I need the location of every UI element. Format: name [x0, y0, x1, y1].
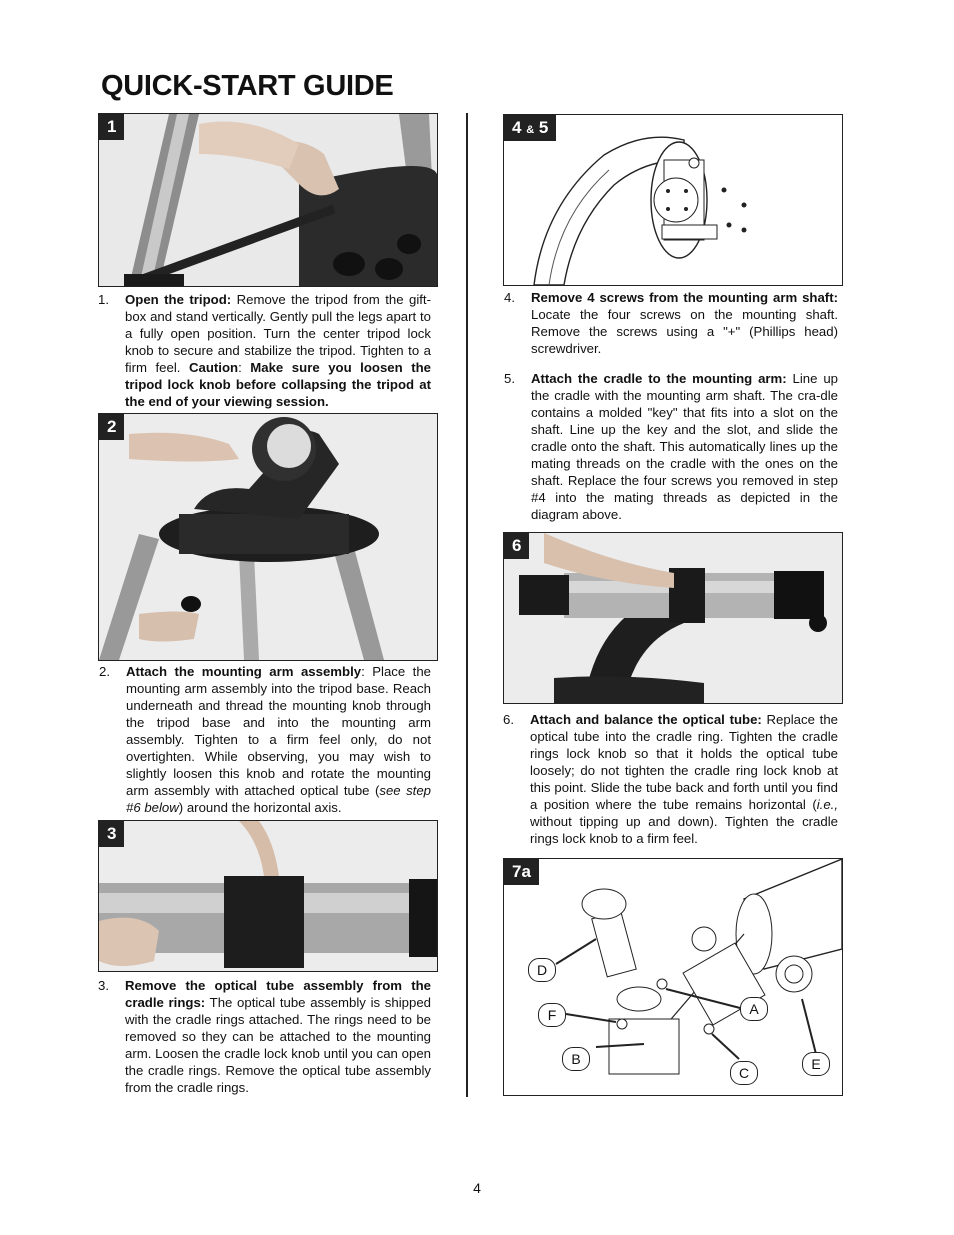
panel-badge-2: 2	[99, 414, 124, 440]
step-3-body: The optical tube assembly is shipped with the cradle rings attached. The rings need to be removed so they can be attached to the mounting arm. Loosen the cradle lock knob until you can open the cradle rings. Remove the optical tube assembly from the cradle rings.	[125, 995, 431, 1095]
mounting-arm-photo	[99, 414, 437, 660]
step-number: 6.	[503, 712, 514, 727]
step-6-text	[503, 711, 838, 847]
balance-tube-photo	[504, 533, 842, 703]
step-6-body-end: without tipping up and down). Tighten the cradle rings lock knob to a firm feel.	[530, 814, 838, 846]
panel-badge-4-5	[504, 115, 556, 141]
photo-panel-1	[98, 113, 438, 287]
callout-d: D	[528, 958, 556, 982]
photo-panel-6	[503, 532, 843, 704]
step-2-text	[99, 663, 432, 816]
step-1-body: Remove the tripod from the gift-box and stand vertically. Gently pull the legs apart to a fully open position. Turn the center tripod lock knob to secure and stabilize the tripod. Tighten to a firm feel.	[125, 292, 431, 375]
column-divider	[466, 113, 468, 1097]
step-6-body: Replace the optical tube into the cradle ring. Tighten the cradle rings lock knob so that it holds the optical tube loosely; do not tighten the cradle ring lock knob at this point. Slide the tube back and forth until you find a position where the tube remains horizontal (	[530, 712, 838, 812]
step-3-heading: Remove the optical tube assembly from the cradle rings:	[125, 978, 431, 1010]
photo-panel-3	[98, 820, 438, 972]
step-2-see-note: see step #6 below	[126, 783, 431, 815]
page-title: QUICK-START GUIDE	[101, 70, 394, 102]
step-number: 4.	[504, 290, 515, 305]
step-3-text	[98, 977, 431, 1096]
step-number: 1.	[98, 292, 109, 307]
step-number: 3.	[98, 978, 109, 993]
step-2-body: : Place the mounting arm assembly into the tripod base. Reach underneath and thread the mounting knob through the tripod base and into the mounting arm assembly. Tighten to a firm feel only, do not overtighten. While observing, you may wish to slightly loosen this knob and rotate the mounting arm assembly with attached optical tube (	[126, 664, 432, 798]
step-number: 2.	[99, 664, 110, 679]
step-1-colon: :	[238, 360, 251, 375]
step-4-body: Locate the four screws on the mounting shaft. Remove the screws using a "+" (Phillips head) screwdriver.	[531, 307, 838, 356]
step-1-caution-label: Caution	[188, 360, 239, 375]
step-2-body-end: ) around the horizontal axis.	[178, 800, 342, 815]
step-4-text	[504, 289, 838, 357]
callout-c: C	[730, 1061, 758, 1085]
callout-b: B	[562, 1047, 590, 1071]
photo-panel-2	[98, 413, 438, 661]
callout-f: F	[538, 1003, 566, 1027]
panel-badge-6: 6	[504, 533, 529, 559]
step-5-text	[504, 370, 838, 523]
step-5-heading: Attach the cradle to the mounting arm:	[531, 371, 787, 386]
callout-e: E	[802, 1052, 830, 1076]
page-number: 4	[473, 1180, 481, 1196]
step-1-text	[98, 291, 431, 410]
tripod-photo	[99, 114, 437, 286]
diagram-panel-4-5	[503, 114, 843, 286]
diagram-panel-7a	[503, 858, 843, 1096]
step-4-heading: Remove 4 screws from the mounting arm shaft:	[531, 290, 838, 305]
callout-a: A	[740, 997, 768, 1021]
panel-badge-7a: 7a	[504, 859, 539, 885]
badge-part: 4	[512, 118, 522, 137]
step-2-heading: Attach the mounting arm assembly	[126, 664, 362, 679]
step-5-body: Line up the cradle with the mounting arm shaft. The cra-dle contains a molded "key" that fits into a slot on the shaft. Line up the key and the slot, and slide the cradle onto the shaft. This automatically lines up the mating threads on the cradle with the ones on the shaft. Replace the four screws you removed in step #4 into the mating threads as depicted in the diagram above.	[531, 371, 838, 522]
optical-tube-photo	[99, 821, 437, 971]
step-1-heading: Open the tripod:	[125, 292, 232, 307]
badge-part: 5	[538, 118, 549, 137]
badge-amp: &	[526, 124, 535, 136]
step-1-caution: Make sure you loosen the tripod lock knob before collapsing the tripod at the end of your viewing session.	[125, 360, 431, 409]
eyepiece-diagram	[504, 859, 842, 1095]
step-6-heading: Attach and balance the optical tube:	[530, 712, 762, 727]
panel-badge-1: 1	[99, 114, 124, 140]
step-6-ie: i.e.,	[816, 797, 838, 812]
panel-badge-3: 3	[99, 821, 124, 847]
step-number: 5.	[504, 371, 515, 386]
